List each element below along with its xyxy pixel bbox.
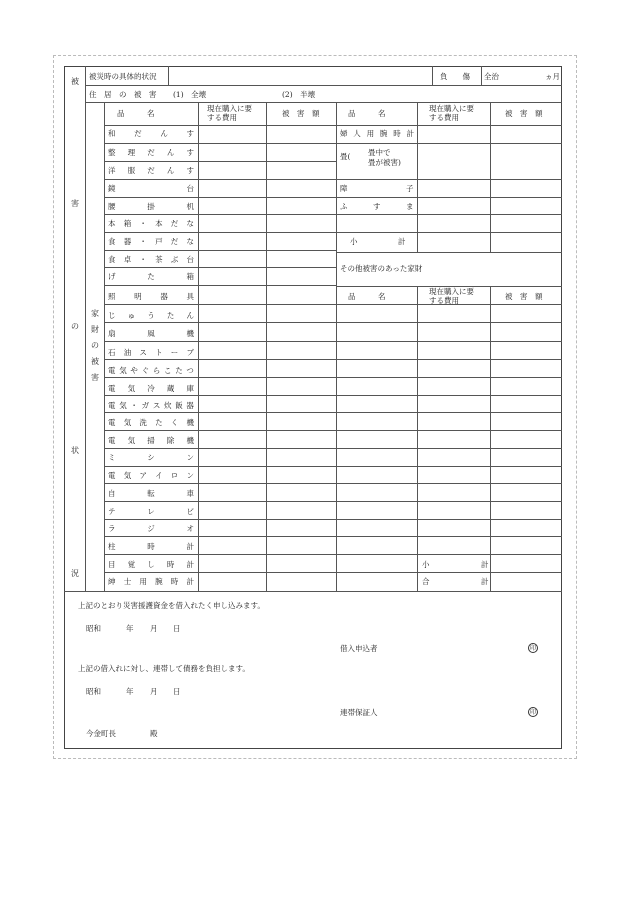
addressee-honorific: 殿 — [150, 729, 158, 738]
grand-total-label-b: 計 — [481, 577, 489, 586]
row-line — [104, 197, 336, 198]
col-cost-header-right-2: する費用 — [429, 113, 459, 122]
situation-label: 被災時の具体的状況 — [89, 72, 157, 81]
row-line — [104, 143, 336, 144]
item-wadansu: 和 だ ん す — [108, 129, 194, 138]
application-date-month: 月 — [150, 624, 158, 633]
row-line — [336, 430, 562, 431]
col-cost-header-lower-2: する費用 — [429, 296, 459, 305]
item-suihanki: 電 気 ・ ガ ス 炊 飯 器 — [108, 401, 194, 410]
item-kotatsu: 電 気 や ぐ ら こ た つ — [108, 366, 194, 375]
lower-subtotal-label-a: 小 — [422, 560, 430, 569]
item-senpuki: 扇 風 機 — [108, 329, 194, 338]
item-shokutaku: 食 卓 ・ 茶 ぶ 台 — [108, 255, 194, 264]
lower-subtotal-label-b: 計 — [481, 560, 489, 569]
row-line — [336, 125, 562, 126]
row-line — [336, 341, 562, 342]
row-line — [104, 285, 336, 286]
row-line — [104, 125, 336, 126]
item-fujin-udedokei: 婦 人 用 腕 時 計 — [340, 129, 414, 138]
item-seiri-dansu: 整 理 だ ん す — [108, 148, 194, 157]
left-label-hi: 被 — [71, 77, 79, 86]
col-cost-header-2: する費用 — [207, 113, 237, 122]
col-damage-header-right: 被 害 額 — [505, 109, 543, 118]
row-line — [336, 232, 562, 233]
row-line — [104, 572, 336, 573]
kazai-label-5: 害 — [91, 373, 99, 382]
row-line — [104, 466, 336, 467]
row-line — [336, 214, 562, 215]
item-shoji-b: 子 — [406, 184, 414, 193]
kazai-label-3: の — [91, 341, 99, 350]
item-sojiki: 電 気 掃 除 機 — [108, 436, 194, 445]
item-hashira-dokei: 柱 時 計 — [108, 542, 194, 551]
row-line — [104, 483, 336, 484]
col-cost-header-right-1: 現在購入に要 — [429, 104, 474, 113]
guarantee-date-year: 年 — [126, 687, 134, 696]
row-line — [104, 359, 336, 360]
row-line — [104, 377, 336, 378]
item-getabako: げ た 箱 — [108, 272, 194, 281]
item-tatami-sub1: 畳中で — [368, 148, 391, 157]
row-line — [336, 519, 562, 520]
row-line — [336, 322, 562, 323]
col-item-header-right: 品 名 — [348, 109, 386, 118]
item-sekiyu-stove: 石 油 ス ト ー ブ — [108, 348, 194, 357]
item-shoji-a: 障 — [340, 184, 348, 193]
item-shokki-todana: 食 器 ・ 戸 だ な — [108, 237, 194, 246]
row-line — [104, 304, 336, 305]
item-fusuma-c: ま — [406, 202, 414, 211]
row-line — [336, 554, 562, 555]
guarantee-date-month: 月 — [150, 687, 158, 696]
row-line — [104, 536, 336, 537]
item-airon: 電 気 ア イ ロ ン — [108, 471, 194, 480]
right-subtotal-label-a: 小 — [350, 237, 358, 246]
row-line — [104, 232, 336, 233]
kazai-label-4: 被 — [91, 357, 99, 366]
item-fusuma-b: す — [373, 202, 381, 211]
row-line — [104, 430, 336, 431]
application-date-year: 年 — [126, 624, 134, 633]
housing-option-full: (1) 全壊 — [173, 90, 207, 99]
item-honbako: 本 箱 ・ 本 だ な — [108, 219, 194, 228]
row-line — [104, 179, 336, 180]
col-cost-header-1: 現在購入に要 — [207, 104, 252, 113]
item-terebi: テ レ ビ — [108, 507, 194, 516]
guarantee-date-day: 日 — [173, 687, 181, 696]
row-line — [336, 143, 562, 144]
item-mishin: ミ シ ン — [108, 453, 194, 462]
injury-label: 負 傷 — [440, 72, 470, 81]
row-line — [104, 161, 336, 162]
guarantee-statement: 上記の借入れに対し、連帯して債務を負担します。 — [78, 664, 250, 673]
row-line — [104, 267, 336, 268]
item-yofuku-dansu: 洋 服 だ ん す — [108, 166, 194, 175]
item-koshikake-tsukue: 腰 掛 机 — [108, 202, 194, 211]
row-line — [336, 536, 562, 537]
row-line — [104, 448, 336, 449]
item-kyodai: 鏡 台 — [108, 184, 194, 193]
row-line — [336, 377, 562, 378]
row-line — [336, 448, 562, 449]
col-item-header-lower: 品 名 — [348, 292, 386, 301]
item-tatami-sub2: 畳が被害) — [368, 158, 401, 167]
applicant-label: 借入申込者 — [340, 644, 378, 653]
row-line — [336, 466, 562, 467]
col-damage-header: 被 害 額 — [282, 109, 320, 118]
item-shinshi-udedokei: 紳 士 用 腕 時 計 — [108, 577, 194, 586]
kazai-label-2: 財 — [91, 325, 99, 334]
row-line — [336, 395, 562, 396]
guarantor-label: 連帯保証人 — [340, 708, 378, 717]
row-line — [336, 179, 562, 180]
row-line — [104, 341, 336, 342]
row-line — [104, 250, 336, 251]
row-line — [336, 483, 562, 484]
col-damage-header-lower: 被 害 額 — [505, 292, 543, 301]
guarantor-seal: 印 — [529, 709, 536, 716]
grand-total-label-a: 合 — [422, 577, 430, 586]
row-line — [104, 501, 336, 502]
row-line — [104, 554, 336, 555]
recovery-label: 全治 — [484, 72, 499, 81]
side-label-gai: 害 — [71, 199, 79, 208]
row-line — [336, 501, 562, 502]
months-unit: ヵ月 — [545, 72, 560, 81]
application-statement: 上記のとおり災害援護資金を借入れたく申し込みます。 — [78, 601, 265, 610]
guarantee-date-era: 昭和 — [86, 687, 101, 696]
right-subtotal-label-b: 計 — [398, 237, 406, 246]
side-label-kyo: 況 — [71, 569, 79, 578]
row-line — [104, 214, 336, 215]
other-items-title: その他被害のあった家財 — [340, 264, 423, 273]
addressee-label: 今金町長 — [86, 729, 116, 738]
item-mezamashi: 目 覚 し 時 計 — [108, 560, 194, 569]
col-cost-header-lower-1: 現在購入に要 — [429, 287, 474, 296]
application-date-day: 日 — [173, 624, 181, 633]
item-sentakuki: 電 気 洗 た く 機 — [108, 418, 194, 427]
row-line — [104, 519, 336, 520]
housing-label: 住 居 の 被 害 — [89, 90, 157, 99]
item-shomei-kigu: 照 明 器 具 — [108, 292, 194, 301]
item-tatami: 畳( — [340, 152, 351, 161]
item-reizoko: 電 気 冷 蔵 庫 — [108, 384, 194, 393]
item-jitensha: 自 転 車 — [108, 489, 194, 498]
row-line — [336, 197, 562, 198]
row-line — [336, 252, 562, 253]
row-line — [104, 322, 336, 323]
kazai-label-1: 家 — [91, 309, 99, 318]
application-date-era: 昭和 — [86, 624, 101, 633]
housing-option-half: (2) 半壊 — [282, 90, 316, 99]
row-line — [104, 412, 336, 413]
item-fusuma-a: ふ — [340, 202, 348, 211]
row-line — [336, 412, 562, 413]
item-jutan: じ ゅ う た ん — [108, 311, 194, 320]
side-label-jo: 状 — [71, 446, 79, 455]
row-line — [104, 395, 336, 396]
col-item-header: 品 名 — [117, 109, 155, 118]
applicant-seal: 印 — [529, 645, 536, 652]
item-rajio: ラ ジ オ — [108, 524, 194, 533]
row-line — [336, 359, 562, 360]
side-label-no: の — [71, 322, 79, 331]
row-line — [336, 572, 562, 573]
